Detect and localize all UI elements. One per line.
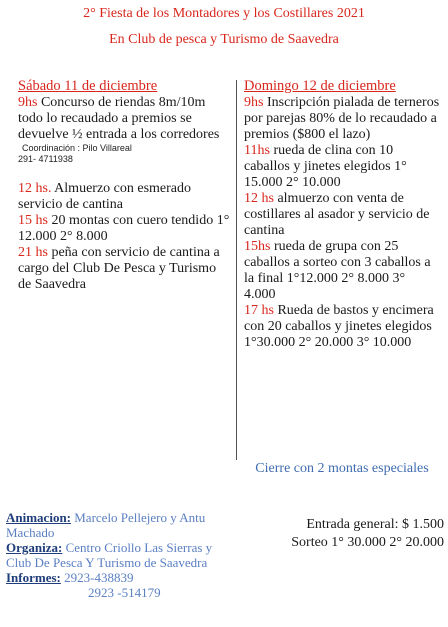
organiza-label: Organiza: — [6, 540, 63, 555]
event-text: Inscripción pialada de terneros por parejas 80% de lo recaudado a premios ($800 el lazo) — [244, 95, 440, 142]
general-admission: Entrada general: $ 1.500 — [306, 517, 444, 532]
event-time: 9hs — [244, 95, 264, 110]
coordinator-phone: 291- 4711938 — [18, 154, 73, 164]
informes-phone-1: 2923-438839 — [60, 570, 134, 585]
event-text: almuerzo con venta de costillares al asador y servicio de cantina — [244, 191, 430, 238]
coordinator: Coordinación : Pilo Villareal — [22, 143, 132, 153]
event-time: 17 hs — [244, 303, 274, 318]
animacion-value: Marcelo Pellejero y Antu Machado — [6, 510, 206, 540]
event-text: 20 montas con cuero tendido 1° 12.000 2° 8.000 — [18, 213, 230, 244]
saturday-column — [18, 78, 230, 293]
event-time: 12 hs. — [18, 181, 52, 196]
sunday-event-1 — [244, 95, 440, 143]
informes-line — [6, 570, 226, 585]
credits — [6, 510, 226, 600]
saturday-event-4 — [18, 245, 230, 293]
sunday-column — [244, 78, 440, 351]
column-divider — [236, 80, 237, 460]
raffle-prizes: Sorteo 1° 30.000 2° 20.000 — [291, 535, 444, 550]
closing-note: Cierre con 2 montas especiales — [255, 461, 429, 476]
sunday-event-4 — [244, 239, 440, 303]
animacion-label: Animacion: — [6, 510, 71, 525]
event-text: rueda de grupa con 25 caballos a sorteo con 3 caballos a la final 1°12.000 2° 8.000 3° 4.000 — [244, 239, 431, 302]
event-time: 11hs — [244, 143, 270, 158]
informes-phone-2: 2923 -514179 — [88, 585, 161, 600]
event-time: 15hs — [244, 239, 271, 254]
informes-label: Informes: — [6, 570, 61, 585]
organiza-line — [6, 540, 226, 570]
event-text: Rueda de bastos y encimera con 20 caballos y jinetes elegidos 1°30.000 2° 20.000 3° 10.000 — [244, 303, 434, 350]
event-subtitle: En Club de pesca y Turismo de Saavedra — [109, 32, 339, 47]
event-time: 21 hs — [18, 245, 48, 260]
event-time: 15 hs — [18, 213, 48, 228]
event-text: peña con servicio de cantina a cargo del Club De Pesca y Turismo de Saavedra — [18, 245, 220, 292]
saturday-heading: Sábado 11 de diciembre — [18, 78, 158, 94]
saturday-event-1 — [18, 95, 230, 143]
animacion-line — [6, 510, 226, 540]
event-title: 2° Fiesta de los Montadores y los Costillares 2021 — [83, 6, 365, 21]
event-text: Concurso de riendas 8m/10m todo lo recaudado a premios se devuelve ½ entrada a los corredores — [18, 95, 220, 142]
event-time: 12 hs — [244, 191, 274, 206]
sunday-event-5 — [244, 303, 440, 351]
event-text: rueda de clina con 10 caballos y jinetes elegidos 1° 15.000 2° 10.000 — [244, 143, 407, 190]
sunday-event-2 — [244, 143, 440, 191]
saturday-event-3 — [18, 213, 230, 245]
organiza-value: Centro Criollo Las Sierras y Club De Pesca Y Turismo de Saavedra — [6, 540, 213, 570]
prices — [236, 516, 444, 552]
event-time: 9hs — [18, 95, 38, 110]
saturday-event-2 — [18, 181, 230, 213]
sunday-heading: Domingo 12 de diciembre — [244, 78, 396, 94]
event-text: Almuerzo con esmerado servicio de cantina — [18, 181, 192, 212]
sunday-event-3 — [244, 191, 440, 239]
